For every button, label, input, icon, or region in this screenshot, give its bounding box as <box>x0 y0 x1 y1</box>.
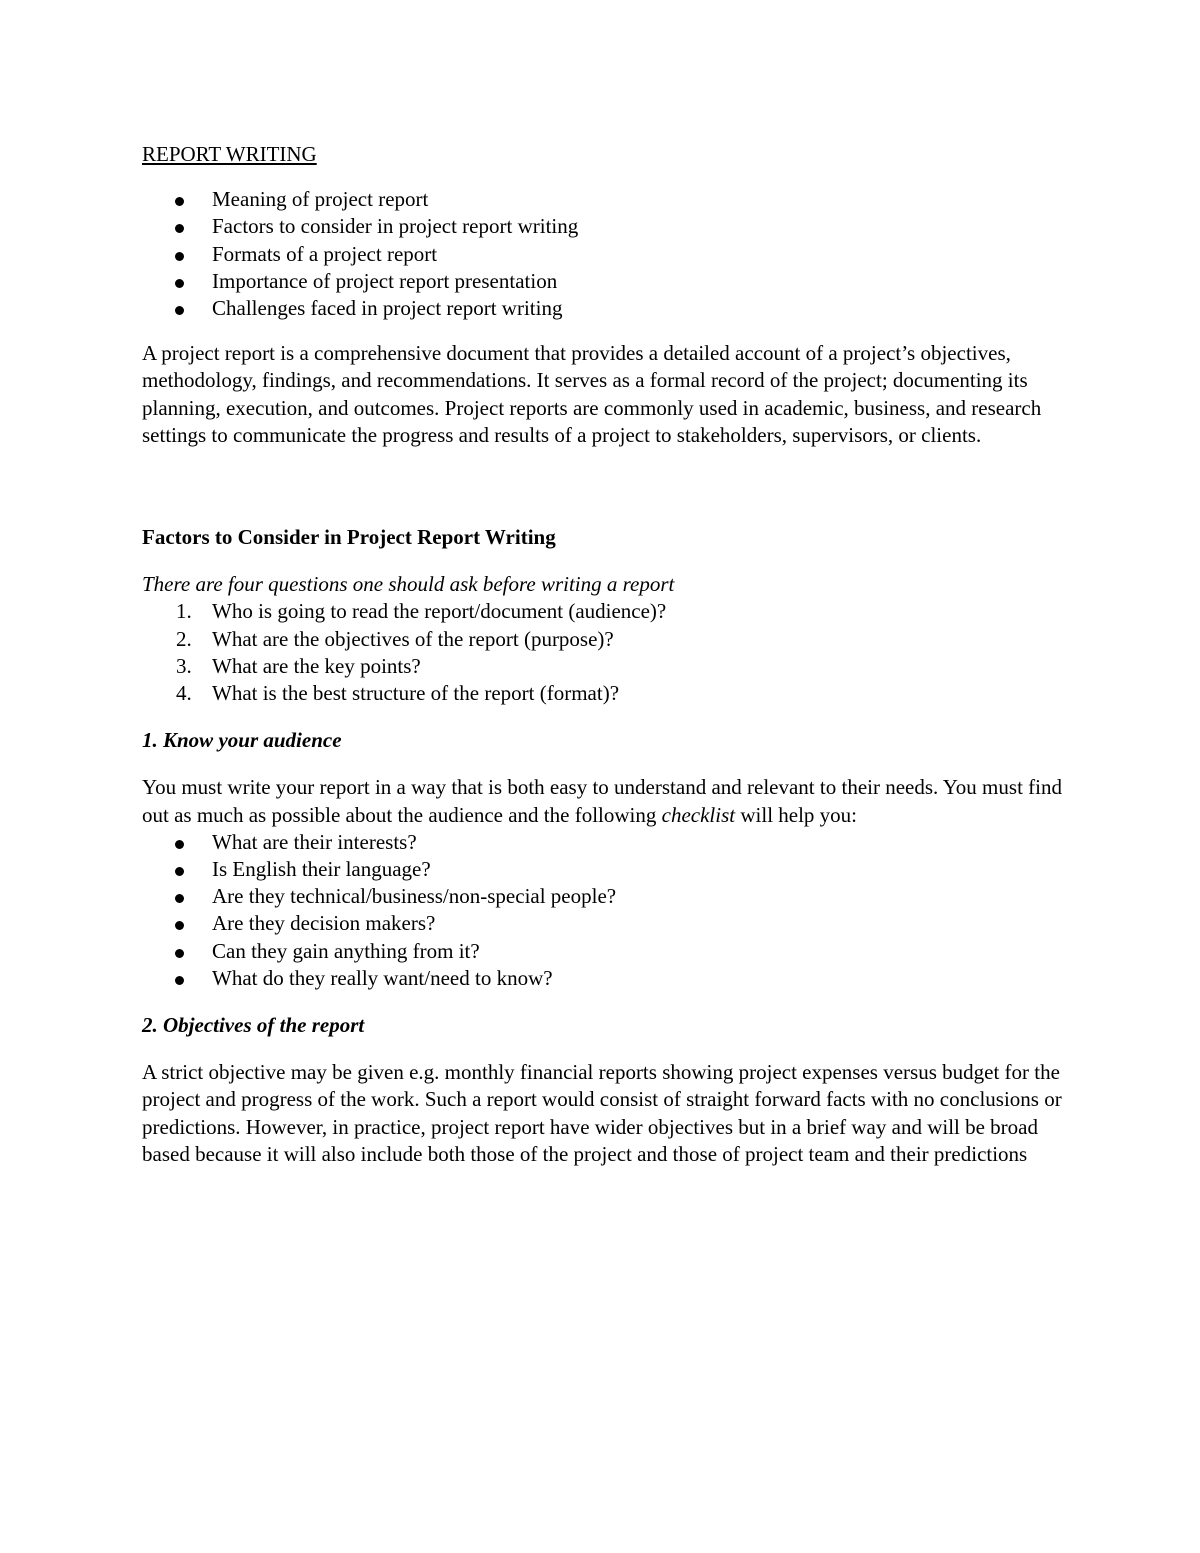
bullet-icon <box>175 252 184 261</box>
list-item <box>142 241 1062 268</box>
list-item-text: What are their interests? <box>212 829 417 854</box>
objectives-heading: 2. Objectives of the report <box>142 1013 365 1038</box>
questions-list <box>142 598 1062 707</box>
document-page <box>142 141 1062 1168</box>
bullet-icon <box>175 306 184 315</box>
list-item-text: What are the key points? <box>212 653 421 678</box>
audience-checklist <box>142 829 1062 992</box>
list-item <box>142 829 1062 856</box>
list-item-text: Factors to consider in project report writing <box>212 214 579 239</box>
audience-heading: 1. Know your audience <box>142 728 342 753</box>
list-item <box>142 680 1062 707</box>
list-item <box>142 186 1062 213</box>
list-item-text: Can they gain anything from it? <box>212 938 480 963</box>
bullet-icon <box>175 197 184 206</box>
list-item-text: Importance of project report presentation <box>212 268 558 293</box>
list-number: 3. <box>176 653 192 678</box>
bullet-icon <box>175 867 184 876</box>
list-item <box>142 856 1062 883</box>
list-item-text: What are the objectives of the report (purpose)? <box>212 626 614 651</box>
list-item <box>142 910 1062 937</box>
list-item <box>142 938 1062 965</box>
objectives-paragraph: A strict objective may be given e.g. monthly financial reports showing project expenses versus budget for the project and progress of the work. Such a report would consist of straight forward facts with no conclusions or predictions. However, in practice, project report have wider objectives but in a brief way and will be broad based because it will also include both those of the project and those of project team and their predictions <box>142 1060 1062 1166</box>
bullet-icon <box>175 921 184 930</box>
list-item-text: Are they technical/business/non-special people? <box>212 884 617 909</box>
list-item <box>142 598 1062 625</box>
document-title: REPORT WRITING <box>142 142 317 166</box>
audience-paragraph-tail: will help you: <box>735 802 858 827</box>
list-number: 1. <box>176 599 192 624</box>
list-item <box>142 965 1062 992</box>
factors-subtitle: There are four questions one should ask before writing a report <box>142 572 675 597</box>
bullet-icon <box>175 224 184 233</box>
list-number: 2. <box>176 626 192 651</box>
bullet-icon <box>175 894 184 903</box>
list-number: 4. <box>176 681 192 706</box>
list-item <box>142 268 1062 295</box>
list-item <box>142 295 1062 322</box>
factors-heading: Factors to Consider in Project Report Writing <box>142 525 556 550</box>
list-item-text: What do they really want/need to know? <box>212 965 553 990</box>
bullet-icon <box>175 949 184 958</box>
intro-paragraph: A project report is a comprehensive document that provides a detailed account of a project’s objectives, methodology, findings, and recommendations. It serves as a formal record of the project; documenting its planning, execution, and outcomes. Project reports are commonly used in academic, business, and research settings to communicate the progress and results of a project to stakeholders, supervisors, or clients. <box>142 341 1042 447</box>
list-item <box>142 213 1062 240</box>
list-item <box>142 883 1062 910</box>
list-item-text: Formats of a project report <box>212 241 438 266</box>
list-item <box>142 626 1062 653</box>
checklist-emphasis: checklist <box>661 802 736 827</box>
list-item <box>142 653 1062 680</box>
bullet-icon <box>175 279 184 288</box>
outline-list <box>142 186 1062 322</box>
audience-paragraph-text: You must write your report in a way that is both easy to understand and relevant to their needs. You must find out as much as possible about the audience and the following <box>142 775 1062 827</box>
list-item-text: Is English their language? <box>212 857 431 882</box>
bullet-icon <box>175 840 184 849</box>
list-item-text: Are they decision makers? <box>212 911 436 936</box>
list-item-text: Who is going to read the report/document (audience)? <box>212 599 667 624</box>
list-item-text: Meaning of project report <box>212 187 429 212</box>
list-item-text: What is the best structure of the report (format)? <box>212 681 620 706</box>
bullet-icon <box>175 976 184 985</box>
list-item-text: Challenges faced in project report writing <box>212 296 563 321</box>
audience-paragraph <box>142 774 1062 828</box>
